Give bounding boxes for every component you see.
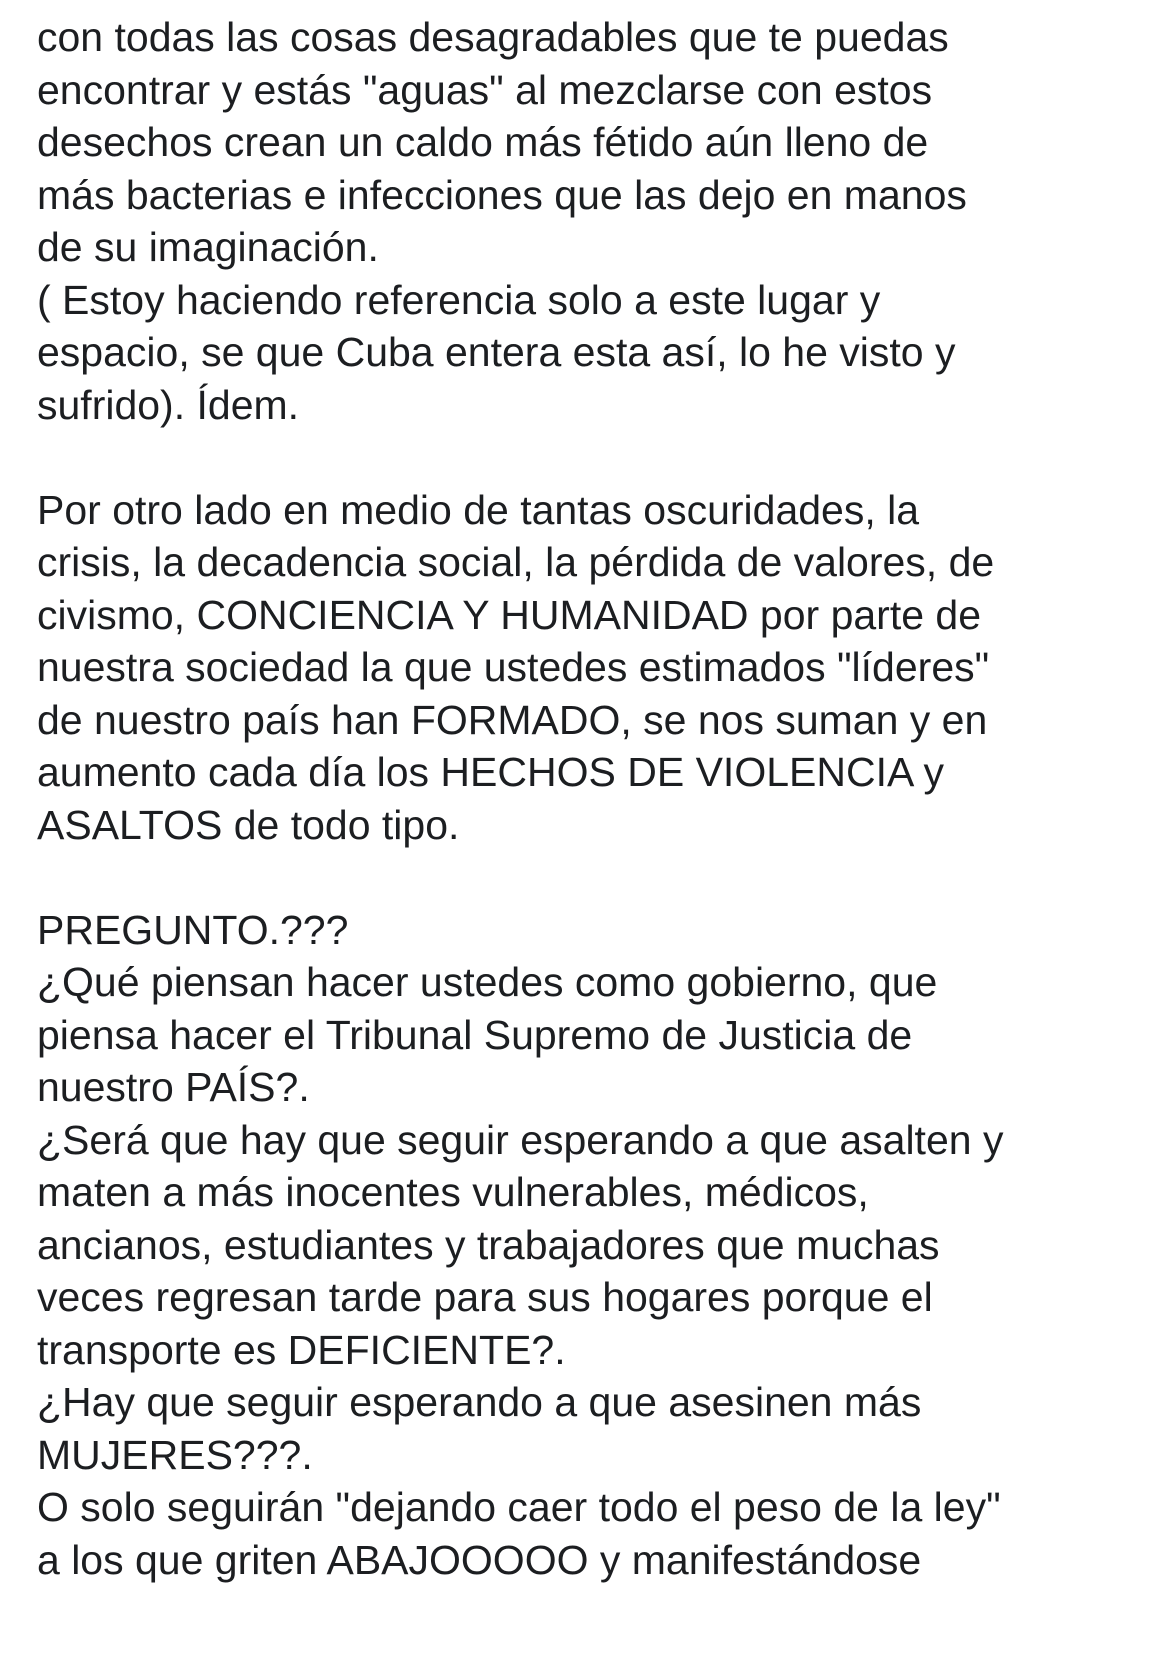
text-line: O solo seguirán "dejando caer todo el peso de la ley" (37, 1484, 1001, 1530)
text-line: maten a más inocentes vulnerables, médicos, (37, 1169, 869, 1215)
text-line: desechos crean un caldo más fétido aún lleno de (37, 119, 929, 165)
top-edge (0, 0, 1170, 10)
text-line: ( Estoy haciendo referencia solo a este lugar y (37, 276, 881, 323)
bottom-edge (0, 1636, 1170, 1661)
text-line: MUJERES???. (37, 1431, 313, 1478)
text-line: de nuestro país han FORMADO, se nos suman y en (37, 696, 988, 743)
text-line: de su imaginación. (37, 224, 379, 270)
text-line: piensa hacer el Tribunal Supremo de Justicia de (37, 1011, 913, 1058)
post-body-text (37, 11, 1157, 1586)
text-line: sufrido). Ídem. (37, 381, 300, 428)
text-line: nuestro PAÍS?. (37, 1064, 310, 1110)
text-line: ASALTOS de todo tipo. (37, 801, 460, 848)
text-line: encontrar y estás "aguas" al mezclarse con estos (37, 66, 933, 113)
text-line: más bacterias e infecciones que las dejo en manos (37, 171, 967, 218)
text-line: PREGUNTO.??? (37, 906, 349, 953)
text-line: con todas las cosas desagradables que te puedas (37, 14, 949, 60)
text-line: Por otro lado en medio de tantas oscuridades, la (37, 486, 920, 533)
paragraph-break (37, 851, 1157, 904)
paragraph-break (37, 431, 1157, 484)
text-line: crisis, la decadencia social, la pérdida de valores, de (37, 539, 995, 585)
text-line: civismo, CONCIENCIA Y HUMANIDAD por parte de (37, 591, 982, 638)
text-line: veces regresan tarde para sus hogares porque el (37, 1274, 933, 1320)
text-line: ¿Qué piensan hacer ustedes como gobierno, que (37, 959, 938, 1005)
text-line: nuestra sociedad la que ustedes estimados "líderes" (37, 644, 990, 690)
text-line: ancianos, estudiantes y trabajadores que muchas (37, 1221, 940, 1268)
text-line: ¿Será que hay que seguir esperando a que asalten y (37, 1116, 1004, 1163)
text-line: ¿Hay que seguir esperando a que asesinen más (37, 1379, 922, 1425)
text-line: aumento cada día los HECHOS DE VIOLENCIA y (37, 749, 944, 795)
text-line: a los que griten ABAJOOOOO y manifestándose (37, 1536, 922, 1583)
text-line: transporte es DEFICIENTE?. (37, 1326, 566, 1373)
text-line: espacio, se que Cuba entera esta así, lo he visto y (37, 329, 956, 375)
